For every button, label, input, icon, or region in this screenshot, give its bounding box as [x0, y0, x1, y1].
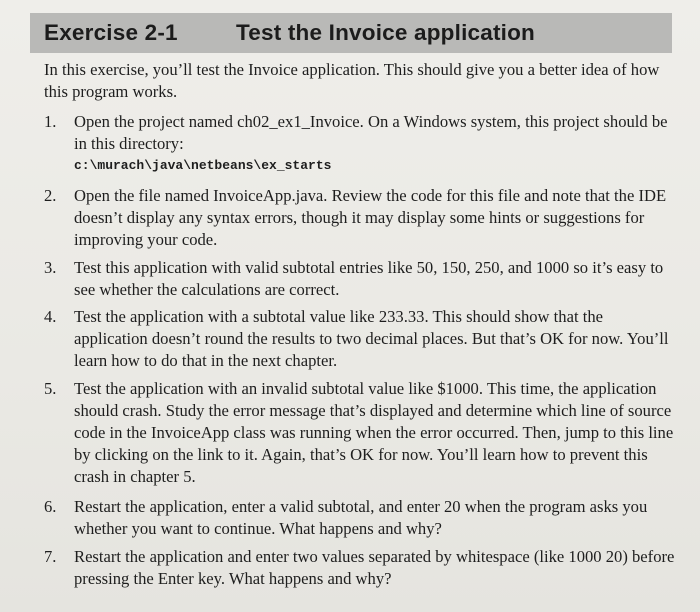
- exercise-title: Test the Invoice application: [236, 20, 535, 45]
- intro-paragraph: In this exercise, you’ll test the Invoice application. This should give you a better idea of how this program works.: [44, 60, 660, 101]
- step-text: Test this application with valid subtotal entries like 50, 150, 250, and 1000 so it’s easy to see whether the calculations are correct.: [74, 258, 664, 299]
- step-number: 1.: [44, 112, 57, 131]
- step-number: 5.: [44, 379, 57, 398]
- exercise-number: Exercise 2-1: [44, 20, 178, 45]
- step-5: [44, 378, 676, 488]
- step-number: 6.: [44, 497, 57, 516]
- step-6: [44, 496, 676, 540]
- directory-path-code: c:\murach\java\netbeans\ex_starts: [74, 158, 332, 173]
- step-3: [44, 257, 676, 301]
- step-text: Open the project named ch02_ex1_Invoice. On a Windows system, this project should be in this directory:: [74, 112, 668, 153]
- step-text: Restart the application and enter two values separated by whitespace (like 1000 20) before pressing the Enter key. What happens and why?: [74, 547, 675, 588]
- step-text: Restart the application, enter a valid subtotal, and enter 20 when the program asks you whether you want to continue. What happens and why?: [74, 497, 648, 538]
- step-4: [44, 306, 676, 372]
- step-text: Test the application with a subtotal value like 233.33. This should show that the application doesn’t round the results to two decimal places. But that’s OK for now. You’ll learn how to do that in the next chapter.: [74, 307, 669, 370]
- step-number: 7.: [44, 547, 57, 566]
- step-number: 2.: [44, 186, 57, 205]
- step-number: 3.: [44, 258, 57, 277]
- step-7: [44, 546, 676, 590]
- step-text: Open the file named InvoiceApp.java. Review the code for this file and note that the IDE doesn’t display any syntax errors, though it may display some hints or suggestions for improving your code.: [74, 186, 667, 249]
- step-1: [44, 111, 676, 175]
- step-text: Test the application with an invalid subtotal value like $1000. This time, the application should crash. Study the error message that’s displayed and determine which line of source code in the InvoiceApp class was running when the error occurred. Then, jump to this line by clicking on the link to it. Again, that’s OK for now. You’ll learn how to prevent this crash in chapter 5.: [74, 379, 674, 486]
- step-2: [44, 185, 676, 251]
- step-number: 4.: [44, 307, 57, 326]
